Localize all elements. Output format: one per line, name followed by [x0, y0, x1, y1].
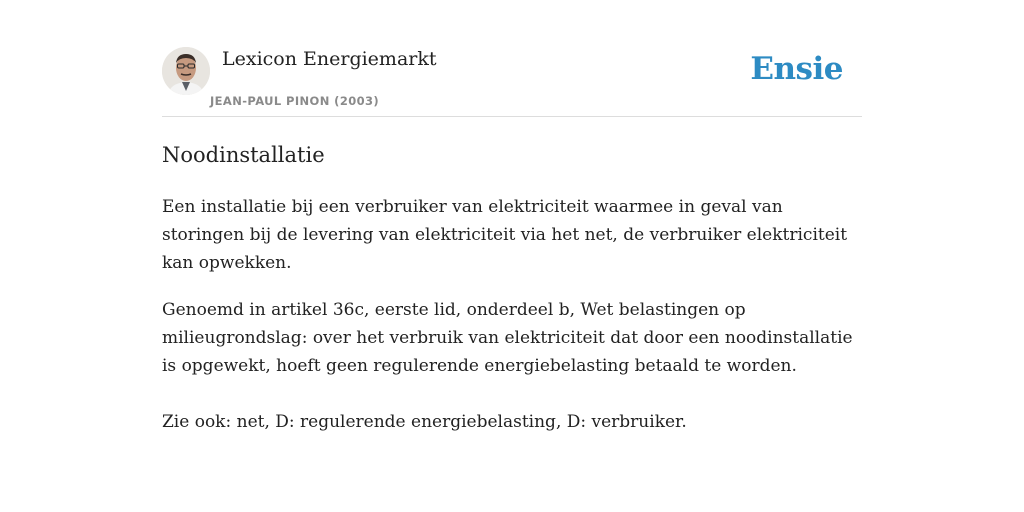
entry-definition: Een installatie bij een verbruiker van elektriciteit waarmee in geval van storingen bij de levering van elektriciteit via het net, de verbruiker elektriciteit kan opwekken.	[162, 197, 848, 273]
author-name[interactable]: JEAN-PAUL PINON (2003)	[210, 94, 380, 108]
book-title[interactable]: Lexicon Energiemarkt	[222, 48, 437, 70]
entry-term: Noodinstallatie	[162, 143, 325, 167]
ensie-logo[interactable]: Ensie	[750, 51, 843, 87]
entry-see-also: Zie ook: net, D: regulerende energiebelasting, D: verbruiker.	[162, 412, 687, 432]
entry-note: Genoemd in artikel 36c, eerste lid, onderdeel b, Wet belastingen op milieugrondslag: over het verbruik van elektriciteit dat door een noodinstallatie is opgewekt, hoeft geen regulerende energiebelasting betaald te worden.	[162, 300, 853, 376]
author-avatar[interactable]	[162, 47, 210, 95]
author-portrait-icon	[162, 47, 210, 95]
entry-content	[162, 139, 862, 436]
entry-header	[162, 46, 862, 117]
